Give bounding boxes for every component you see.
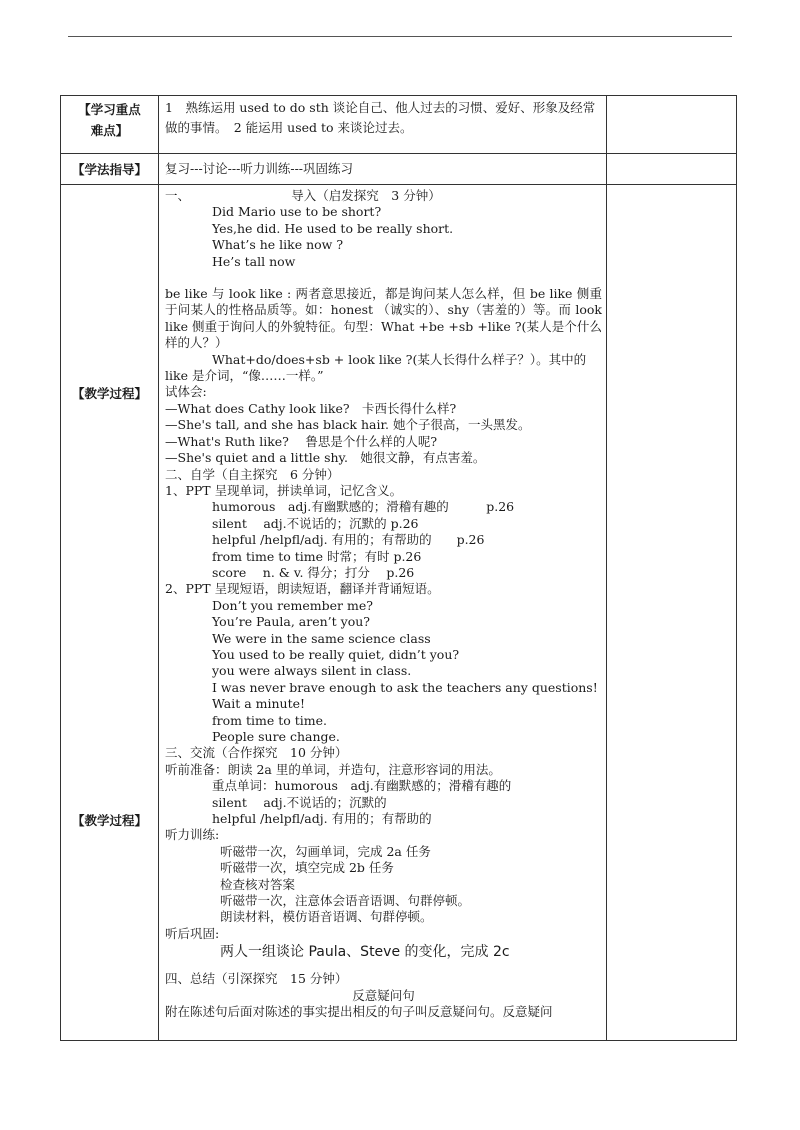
method-content-cell: [159, 154, 607, 185]
method-label-cell: [61, 154, 159, 185]
section2-title: 二、自学（自主探究 6 分钟）: [165, 466, 340, 482]
example-line: —She's quiet and a little shy. 她很文静，有点害羞。: [165, 450, 486, 466]
phrase-item: We were in the same science class: [212, 630, 431, 646]
phrase-item: People sure change.: [212, 729, 340, 744]
dialog-line: Yes,he did. He used to be really short.: [212, 220, 454, 236]
look-like-explanation: What+do/does+sb + look like ?(某人长得什么样子？）。其中的 like 是介词，“像……一样。”: [165, 351, 587, 384]
method-content: 复习---讨论---听力训练---巩固练习: [165, 161, 354, 177]
listening-step: 检查核对答案: [220, 876, 296, 892]
key-word-line: 重点单词：humorous adj.有幽默感的；滑稽有趣的: [212, 778, 512, 794]
focus-content-cell: [159, 96, 607, 154]
section4-title: 四、总结（引深探究 15 分钟）: [165, 971, 348, 987]
phrase-item: You’re Paula, aren’t you?: [212, 614, 370, 630]
pair-work-task: 两人一组谈论 Paula、Steve 的变化，完成 2c: [220, 944, 510, 961]
row-focus: [61, 96, 737, 154]
focus-content: 1 熟练运用 used to do sth 谈论自己、他人过去的习惯、爱好、形象及经常做的事情。 2 能运用 used to 来谈论过去。: [165, 100, 596, 135]
phrase-item: from time to time.: [212, 712, 327, 728]
process-label-b: 【教学过程】: [71, 813, 147, 828]
example-line: —She's tall, and she has black hair. 她个子很高，一头黑发。: [165, 417, 531, 433]
key-word-line: silent adj.不说话的；沉默的: [212, 794, 387, 810]
phrase-item: you were always silent in class.: [212, 663, 412, 679]
listening-step: 听磁带一次，填空完成 2b 任务: [220, 860, 394, 876]
section1-title: 导入（启发探究 3 分钟）: [291, 188, 441, 203]
key-word-line: helpful /helpfl/adj. 有用的；有帮助的: [212, 811, 432, 827]
focus-label-line2: 难点】: [90, 123, 129, 138]
section1-heading: [165, 188, 602, 204]
listening-step: 朗读材料，模仿语音语调、句群停顿。: [220, 909, 433, 925]
vocab-item: helpful /helpfl/adj. 有用的；有帮助的 p.26: [212, 532, 485, 548]
listening-step: 听磁带一次，注意体会语音语调、句群停顿。: [220, 893, 471, 909]
process-content-cell: [159, 185, 607, 1041]
process-label-a: 【教学过程】: [71, 386, 147, 401]
example-line: —What does Cathy look like? 卡西长得什么样?: [165, 400, 457, 416]
phrase-item: Wait a minute!: [212, 696, 306, 712]
vocab-item: silent adj.不说话的；沉默的 p.26: [212, 515, 419, 531]
focus-label-cell: [61, 96, 159, 154]
ppt-phrases-instruction: 2、PPT 呈现短语，朗读短语，翻译并背诵短语。: [165, 581, 440, 597]
focus-notes-cell: [607, 96, 737, 154]
vocab-item: from time to time 时常；有时 p.26: [212, 548, 422, 564]
row-method: [61, 154, 737, 185]
section1-number: 一、: [165, 188, 191, 203]
listening-label: 听力训练:: [165, 827, 220, 843]
pre-listening-prep: 听前准备：朗读 2a 里的单词，并造句，注意形容词的用法。: [165, 761, 501, 777]
tag-question-definition: 附在陈述句后面对陈述的事实提出相反的句子叫反意疑问句。反意疑问: [165, 1004, 553, 1020]
tag-question-title: 反意疑问句: [352, 987, 415, 1003]
dialog-line: Did Mario use to be short?: [212, 204, 382, 220]
listening-step: 听磁带一次，勾画单词，完成 2a 任务: [220, 843, 431, 859]
try-label: 试体会:: [165, 384, 207, 400]
header-rule: [68, 36, 732, 37]
phrase-item: Don’t you remember me?: [212, 597, 373, 613]
process-label-cell: [61, 185, 159, 1041]
phrase-item: I was never brave enough to ask the teachers any questions!: [212, 679, 598, 695]
vocab-item: humorous adj.有幽默感的；滑稽有趣的 p.26: [212, 499, 515, 515]
method-notes-cell: [607, 154, 737, 185]
ppt-words-instruction: 1、PPT 呈现单词，拼读单词，记忆含义。: [165, 482, 403, 498]
section3-title: 三、交流（合作探究 10 分钟）: [165, 745, 348, 761]
be-like-explanation: be like 与 look like : 两者意思接近，都是询问某人怎么样，但 be like 侧重于问某人的性格品质等。如：honest （诚实的）、shy（害羞的）等。而 look like 侧重于询问人的外貌特征。句型：What +be +sb +like ?(某人是个什么样的人？）: [165, 286, 602, 351]
dialog-line: He’s tall now: [212, 253, 296, 269]
phrase-item: You used to be really quiet, didn’t you?: [212, 646, 460, 662]
lesson-table: [60, 95, 737, 1041]
vocab-item: score n. & v. 得分；打分 p.26: [212, 564, 415, 580]
row-process: [61, 185, 737, 1041]
post-listening-label: 听后巩固:: [165, 925, 220, 941]
dialog-line: What’s he like now ?: [212, 237, 344, 253]
method-label: 【学法指导】: [71, 161, 147, 177]
example-line: —What's Ruth like? 鲁思是个什么样的人呢?: [165, 433, 438, 449]
process-notes-cell: [607, 185, 737, 1041]
focus-label-line1: 【学习重点: [78, 102, 141, 117]
